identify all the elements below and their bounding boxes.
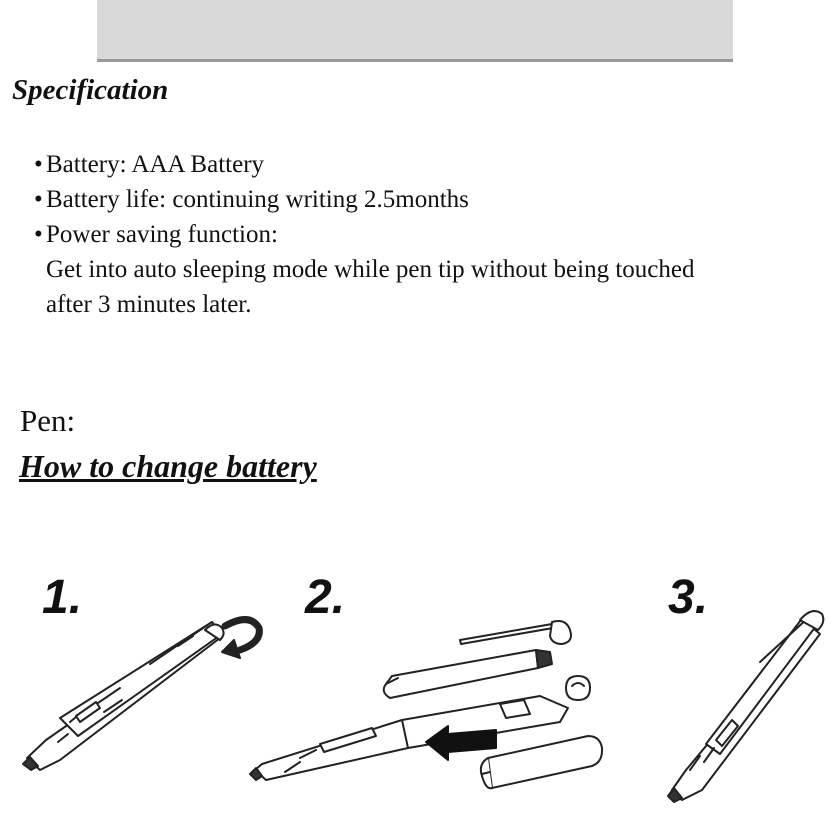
pen-label: Pen:	[20, 403, 76, 438]
step-1-pen-icon	[23, 622, 224, 770]
step-2-end-cap-icon	[566, 676, 590, 700]
step-3-pen-icon	[668, 611, 823, 802]
specification-title: Specification	[12, 74, 169, 106]
step-2-number: 2.	[305, 571, 346, 624]
how-to-change-battery-title: How to change battery	[19, 448, 317, 484]
step-3-number: 3.	[668, 571, 709, 624]
step-2-clip-icon	[460, 621, 571, 644]
rotate-arrow-icon	[222, 619, 259, 658]
spec-power-saving-detail-2: after 3 minutes later.	[46, 291, 252, 318]
step-2-battery-icon	[481, 736, 602, 788]
step-2-pen-barrel-icon	[384, 650, 552, 698]
step-1-number: 1.	[42, 571, 83, 624]
spec-item-battery-life: • Battery life: continuing writing 2.5months	[34, 182, 824, 217]
spec-power-saving-detail-1: Get into auto sleeping mode while pen tip without being touched	[46, 256, 695, 283]
header-band	[97, 0, 733, 62]
spec-item-battery: • Battery: AAA Battery	[34, 147, 824, 182]
specification-list	[34, 147, 824, 322]
battery-change-illustration	[0, 540, 832, 814]
spec-item-power-saving: • Power saving function:	[34, 217, 824, 252]
